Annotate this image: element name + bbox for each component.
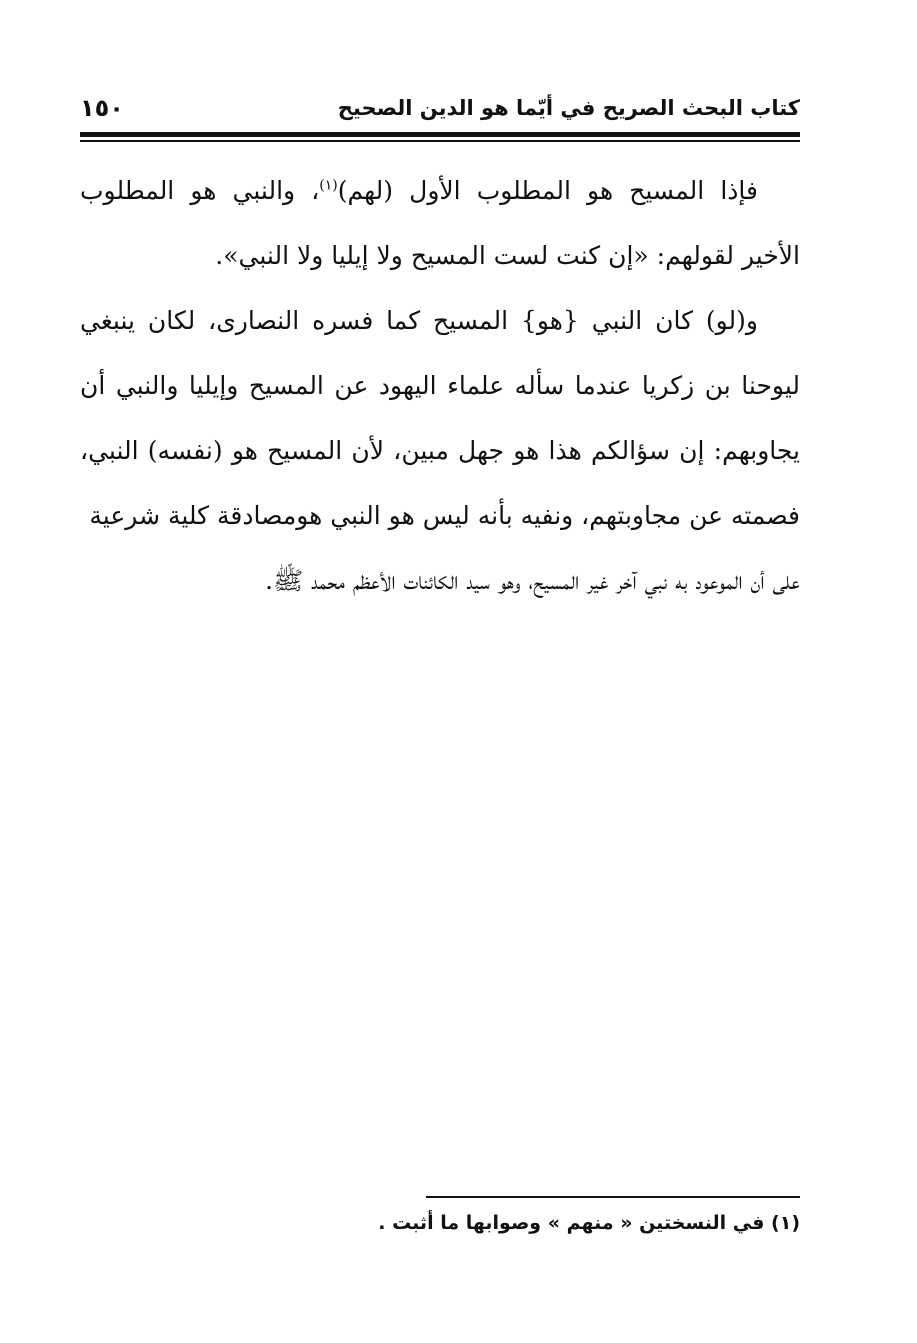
- header-rule-thick: [80, 132, 800, 137]
- running-title: كتاب البحث الصريح في أيّما هو الدين الصحيح: [337, 96, 800, 120]
- footnote-reference: (١): [319, 177, 338, 194]
- paragraph-1: [80, 158, 800, 288]
- paragraph-2-last-line: على أن الموعود به نبي آخر غير المسيح، وهو سيد الكائنات الأعظم محمد ﷺ.: [265, 566, 800, 595]
- footnote-separator: [426, 1196, 800, 1198]
- paragraph-2-text: و(لو) كان النبي {هو} المسيح كما فسره النصارى، لكان ينبغي ليوحنا بن زكريا عندما سأله علماء اليهود عن المسيح وإيليا والنبي أن يجاوبهم: إن سؤالكم هذا هو جهل مبين، لأن المسيح هو (نفسه) النبي، فصمته عن مجاوبتهم، ونفيه بأنه ليس هو النبي هومصادقة كلية شرعية: [80, 306, 800, 530]
- paragraph-2: [80, 288, 800, 613]
- header-rule-thin: [80, 140, 800, 142]
- main-text: [80, 158, 800, 613]
- footnote: (١) في النسختين « منهم » وصوابها ما أثبت .: [378, 1212, 800, 1234]
- page-header: [80, 92, 800, 132]
- page-number: ١٥٠: [80, 94, 124, 122]
- paragraph-1-text-end: ، والنبي هو المطلوب الأخير لقولهم: «إن كنت لست المسيح ولا إيليا ولا النبي».: [80, 176, 800, 270]
- paragraph-1-text-start: فإذا المسيح هو المطلوب الأول (لهم): [337, 176, 758, 205]
